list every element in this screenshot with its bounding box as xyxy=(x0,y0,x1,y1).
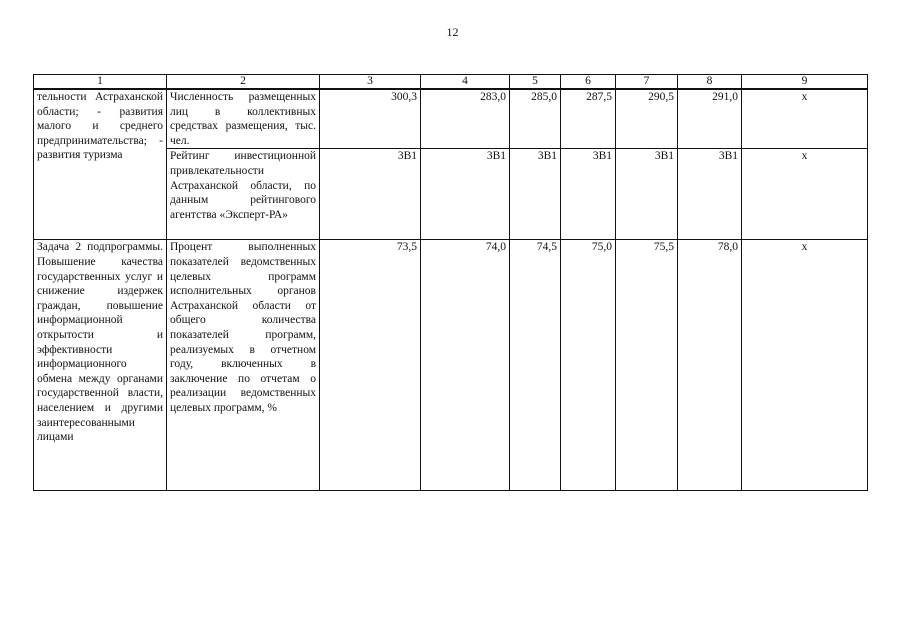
indicator-cell: Рейтинг инвестиционной привлекательности Астраханской области, по данным рейтингового агентства «Эксперт-РА» xyxy=(167,149,320,240)
value-cell: 3В1 xyxy=(510,149,561,240)
value-cell: 287,5 xyxy=(561,89,616,149)
value-cell: 3В1 xyxy=(320,149,421,240)
indicator-cell: Численность размещенных лиц в коллективных средствах размещения, тыс. чел. xyxy=(167,89,320,149)
value-cell: 3В1 xyxy=(421,149,510,240)
value-cell: 78,0 xyxy=(678,240,742,491)
header-row xyxy=(34,75,868,90)
indicator-cell: Процент выполненных показателей ведомственных целевых программ исполнительных органов Астраханской области от общего количества показателей программ, реализуемых в отчетном году, включенных в заключение по отчетам о реализации ведомственных целевых программ, % xyxy=(167,240,320,491)
table-row xyxy=(34,89,868,149)
table-row xyxy=(34,240,868,491)
value-cell: 291,0 xyxy=(678,89,742,149)
header-col-9: 9 xyxy=(742,75,868,90)
header-col-7: 7 xyxy=(616,75,678,90)
value-cell: 3В1 xyxy=(616,149,678,240)
value-cell: х xyxy=(742,89,868,149)
task-cell: Задача 2 подпрограммы. Повышение качества государственных услуг и снижение издержек граждан, повышение информационной открытости и эффективности информационного обмена между органами государственной власти, населением и другими заинтересованными лицами xyxy=(34,240,167,491)
value-cell: х xyxy=(742,240,868,491)
header-col-3: 3 xyxy=(320,75,421,90)
value-cell: 285,0 xyxy=(510,89,561,149)
value-cell: 75,5 xyxy=(616,240,678,491)
indicators-table xyxy=(33,74,868,491)
value-cell: х xyxy=(742,149,868,240)
value-cell: 290,5 xyxy=(616,89,678,149)
header-col-1: 1 xyxy=(34,75,167,90)
value-cell: 3В1 xyxy=(678,149,742,240)
value-cell: 283,0 xyxy=(421,89,510,149)
header-col-2: 2 xyxy=(167,75,320,90)
goal-cell: тельности Астраханской области; - развития малого и среднего предпринимательства; - развития туризма xyxy=(34,89,167,240)
value-cell: 3В1 xyxy=(561,149,616,240)
value-cell: 74,5 xyxy=(510,240,561,491)
header-col-8: 8 xyxy=(678,75,742,90)
header-col-5: 5 xyxy=(510,75,561,90)
value-cell: 75,0 xyxy=(561,240,616,491)
header-col-6: 6 xyxy=(561,75,616,90)
value-cell: 73,5 xyxy=(320,240,421,491)
header-col-4: 4 xyxy=(421,75,510,90)
value-cell: 74,0 xyxy=(421,240,510,491)
value-cell: 300,3 xyxy=(320,89,421,149)
page-number: 12 xyxy=(446,25,459,39)
